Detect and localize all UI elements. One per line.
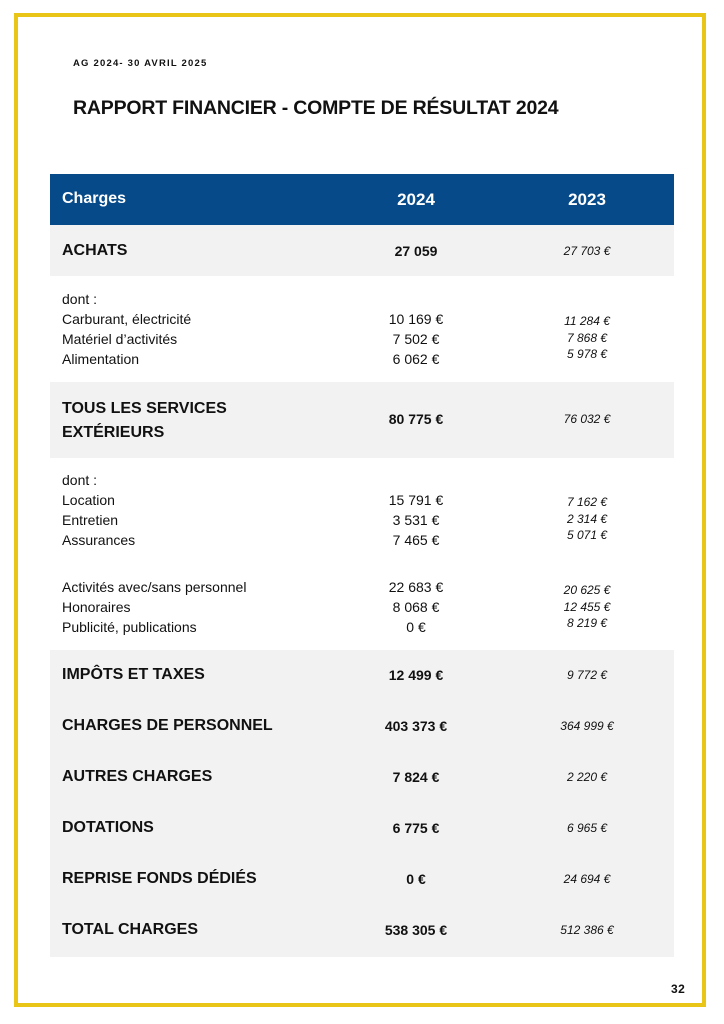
table-row-services-detail	[50, 458, 674, 650]
row-label	[62, 397, 227, 445]
row-value-2023: 24 694 €	[563, 872, 611, 886]
table-row-achats-detail	[50, 276, 674, 382]
detail-label: Matériel d’activités	[62, 331, 178, 347]
detail-value-2024: 15 791 €	[388, 492, 444, 508]
detail-value-2024: 0 €	[406, 619, 426, 635]
row-value-2024: 538 305 €	[384, 922, 448, 938]
detail-label: Honoraires	[62, 599, 131, 615]
row-label: AUTRES CHARGES	[62, 768, 213, 785]
table-row	[50, 803, 674, 854]
column-header-charges: Charges	[62, 190, 127, 207]
table-row-services	[50, 382, 674, 458]
detail-value-2023: 5 978 €	[566, 347, 608, 361]
row-label: DOTATIONS	[62, 819, 154, 836]
row-label: REPRISE FONDS DÉDIÉS	[62, 870, 257, 887]
row-value-2023: 6 965 €	[566, 821, 608, 835]
table-row	[50, 854, 674, 905]
row-value-2024: 12 499 €	[388, 667, 444, 683]
page-title: RAPPORT FINANCIER - COMPTE DE RÉSULTAT 2024	[73, 97, 559, 119]
row-value-2023: 364 999 €	[560, 719, 614, 733]
detail-value-2024: 22 683 €	[388, 579, 444, 595]
table-row-achats	[50, 225, 674, 276]
detail-labels	[62, 577, 246, 637]
table-row	[50, 752, 674, 803]
page-number: 32	[671, 982, 686, 996]
detail-values-2024	[366, 490, 466, 550]
column-header-2023: 2023	[568, 190, 606, 209]
detail-label: Publicité, publications	[62, 619, 197, 635]
summary-rows	[50, 650, 674, 957]
detail-label: Assurances	[62, 532, 136, 548]
detail-value-2023: 2 314 €	[566, 511, 608, 526]
row-label-line: EXTÉRIEURS	[62, 424, 165, 441]
detail-value-2024: 6 062 €	[392, 351, 440, 367]
table-row-total	[50, 905, 674, 957]
pretitle: AG 2024- 30 AVRIL 2025	[73, 58, 208, 69]
row-label-line: TOUS LES SERVICES	[62, 400, 227, 417]
detail-value-2023: 12 455 €	[563, 599, 611, 614]
row-value-2024: 6 775 €	[392, 820, 440, 836]
detail-label: Alimentation	[62, 351, 140, 367]
row-value-2023: 512 386 €	[560, 923, 614, 937]
column-header-2024: 2024	[397, 190, 435, 209]
detail-labels	[62, 289, 191, 369]
detail-value-2024: 3 531 €	[392, 512, 440, 528]
detail-label: Entretien	[62, 512, 119, 528]
row-value-2024: 27 059	[394, 243, 438, 259]
row-value-2024: 0 €	[406, 871, 426, 887]
row-value-2024: 80 775 €	[388, 411, 444, 427]
table-row	[50, 701, 674, 752]
detail-value-2024: 7 502 €	[392, 331, 440, 347]
row-value-2023: 9 772 €	[566, 668, 608, 682]
row-value-2023: 76 032 €	[563, 412, 611, 426]
detail-label: Location	[62, 492, 115, 508]
detail-value-2023: 7 162 €	[566, 495, 608, 509]
row-value-2023: 27 703 €	[563, 244, 611, 258]
detail-value-2024: 10 169 €	[388, 311, 444, 327]
detail-value-2023: 20 625 €	[563, 583, 611, 597]
table-row	[50, 650, 674, 701]
detail-value-2023: 11 284 €	[564, 314, 610, 328]
detail-values-2024	[366, 577, 466, 637]
dont-label: dont :	[62, 472, 98, 488]
detail-values-2023	[537, 494, 637, 544]
row-value-2024: 403 373 €	[384, 718, 448, 734]
row-value-2023: 2 220 €	[566, 770, 608, 784]
detail-label: Carburant, électricité	[62, 311, 192, 327]
detail-labels	[62, 470, 135, 550]
detail-value-2024: 7 465 €	[392, 532, 440, 548]
row-label: TOTAL CHARGES	[62, 921, 199, 938]
detail-values-2023	[537, 582, 637, 632]
dont-label: dont :	[62, 291, 98, 307]
row-label: CHARGES DE PERSONNEL	[62, 717, 273, 734]
detail-values-2024	[366, 309, 466, 369]
detail-label: Activités avec/sans personnel	[62, 579, 247, 595]
detail-value-2023: 5 071 €	[566, 528, 608, 542]
row-label: IMPÔTS ET TAXES	[62, 666, 205, 683]
detail-value-2024: 8 068 €	[392, 599, 440, 615]
row-label: ACHATS	[62, 242, 128, 259]
detail-value-2023: 8 219 €	[566, 616, 608, 630]
table-header	[50, 174, 674, 225]
row-value-2024: 7 824 €	[392, 769, 440, 785]
detail-value-2023: 7 868 €	[566, 330, 608, 345]
charges-table	[50, 174, 674, 957]
detail-values-2023	[537, 313, 637, 363]
